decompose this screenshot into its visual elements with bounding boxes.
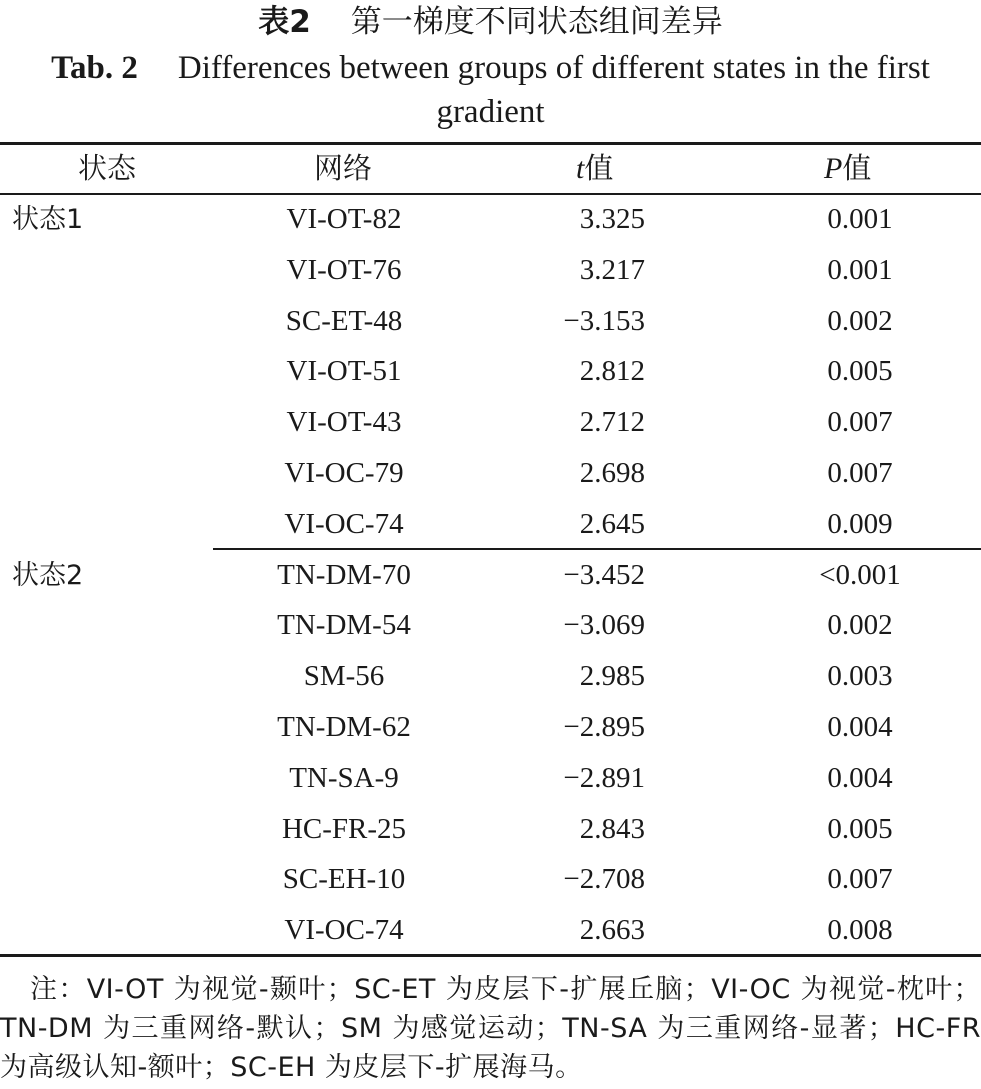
- table-row: [0, 804, 981, 855]
- t-value-cell: 2.663: [579, 914, 645, 947]
- t-value-cell: −3.069: [563, 609, 645, 642]
- network-cell: TN-DM-62: [277, 711, 411, 743]
- table-title-zh: 第一梯度不同状态组间差异: [350, 4, 723, 40]
- top-rule: [0, 142, 981, 145]
- network-cell: VI-OT-43: [286, 406, 402, 439]
- network-cell: VI-OC-79: [284, 457, 404, 489]
- table-row: [0, 499, 981, 550]
- p-value-cell: 0.008: [827, 914, 893, 947]
- header-t-value: [576, 146, 613, 190]
- p-value-cell: 0.004: [827, 711, 893, 743]
- p-value-cell: 0.007: [827, 863, 893, 896]
- table-row: [0, 702, 981, 753]
- network-cell: TN-DM-54: [277, 609, 411, 642]
- table-row: [0, 245, 981, 296]
- p-value-cell: 0.003: [827, 660, 893, 693]
- header-network: 网络: [314, 151, 373, 185]
- table-row: [0, 651, 981, 702]
- network-cell: VI-OC-74: [284, 507, 404, 540]
- table-row: [0, 397, 981, 448]
- t-value-cell: 2.698: [579, 457, 645, 489]
- table-note: 注：VI-OT 为视觉-颞叶；SC-ET 为皮层下-扩展丘脑；VI-OC 为视觉-枕叶；TN-DM 为三重网络-默认；SM 为感觉运动；TN-SA 为三重网络-显著；HC-FR 为高级认知-额叶；SC-EH 为皮层下-扩展海马。: [0, 974, 981, 1083]
- network-cell: HC-FR-25: [281, 812, 407, 845]
- p-value-cell: <0.001: [819, 558, 901, 591]
- group-divider-rule: [213, 548, 981, 550]
- table-row: [0, 600, 981, 651]
- table-row: [0, 550, 981, 601]
- p-value-cell: 0.002: [827, 304, 893, 337]
- network-cell: TN-DM-70: [277, 558, 411, 591]
- network-cell: VI-OC-74: [284, 914, 404, 947]
- table-caption-zh: [0, 0, 981, 44]
- network-cell: SC-EH-10: [282, 863, 406, 896]
- network-cell: SM-56: [303, 660, 385, 693]
- network-cell: VI-OT-51: [286, 355, 402, 388]
- table-row: [0, 346, 981, 397]
- table-row: [0, 854, 981, 905]
- t-value-cell: 2.985: [579, 660, 645, 693]
- network-cell: VI-OT-76: [286, 253, 402, 286]
- t-value-cell: 3.217: [579, 253, 645, 286]
- state-cell: 状态2: [12, 559, 84, 591]
- t-value-cell: 3.325: [579, 203, 645, 235]
- network-cell: TN-SA-9: [289, 761, 399, 794]
- table-title-en: Differences between groups of different states in the first gradient: [177, 50, 930, 130]
- header-p-value: [824, 146, 871, 190]
- header-t-symbol: t: [576, 152, 585, 185]
- t-value-cell: 2.812: [579, 355, 645, 388]
- t-value-cell: −3.153: [563, 304, 645, 337]
- bottom-rule: [0, 954, 981, 957]
- table-label-zh: 表2: [258, 4, 311, 40]
- t-value-cell: −2.895: [563, 711, 645, 743]
- p-value-cell: 0.005: [827, 355, 893, 388]
- p-value-cell: 0.001: [827, 203, 893, 235]
- table-row: [0, 753, 981, 804]
- p-value-cell: 0.005: [827, 812, 893, 845]
- t-value-cell: −2.891: [563, 761, 645, 794]
- t-value-cell: 2.712: [579, 406, 645, 439]
- header-p-symbol: P: [824, 152, 843, 185]
- state-cell: 状态1: [12, 204, 84, 235]
- table-row: [0, 296, 981, 347]
- network-cell: VI-OT-82: [286, 203, 402, 235]
- p-value-cell: 0.004: [827, 761, 893, 794]
- header-p-suffix: 值: [842, 151, 872, 185]
- table-row: [0, 194, 981, 245]
- p-value-cell: 0.007: [827, 406, 893, 439]
- p-value-cell: 0.009: [827, 507, 893, 540]
- network-cell: SC-ET-48: [285, 304, 403, 337]
- header-t-suffix: 值: [584, 151, 614, 185]
- p-value-cell: 0.001: [827, 253, 893, 286]
- t-value-cell: −2.708: [563, 863, 645, 896]
- table-row: [0, 448, 981, 499]
- t-value-cell: 2.645: [579, 507, 645, 540]
- t-value-cell: −3.452: [563, 558, 645, 591]
- header-state: 状态: [78, 151, 137, 185]
- p-value-cell: 0.007: [827, 457, 893, 489]
- table-row: [0, 905, 981, 956]
- p-value-cell: 0.002: [827, 609, 893, 642]
- table-caption-en: [0, 46, 981, 134]
- t-value-cell: 2.843: [579, 812, 645, 845]
- table-label-en: Tab. 2: [51, 50, 138, 86]
